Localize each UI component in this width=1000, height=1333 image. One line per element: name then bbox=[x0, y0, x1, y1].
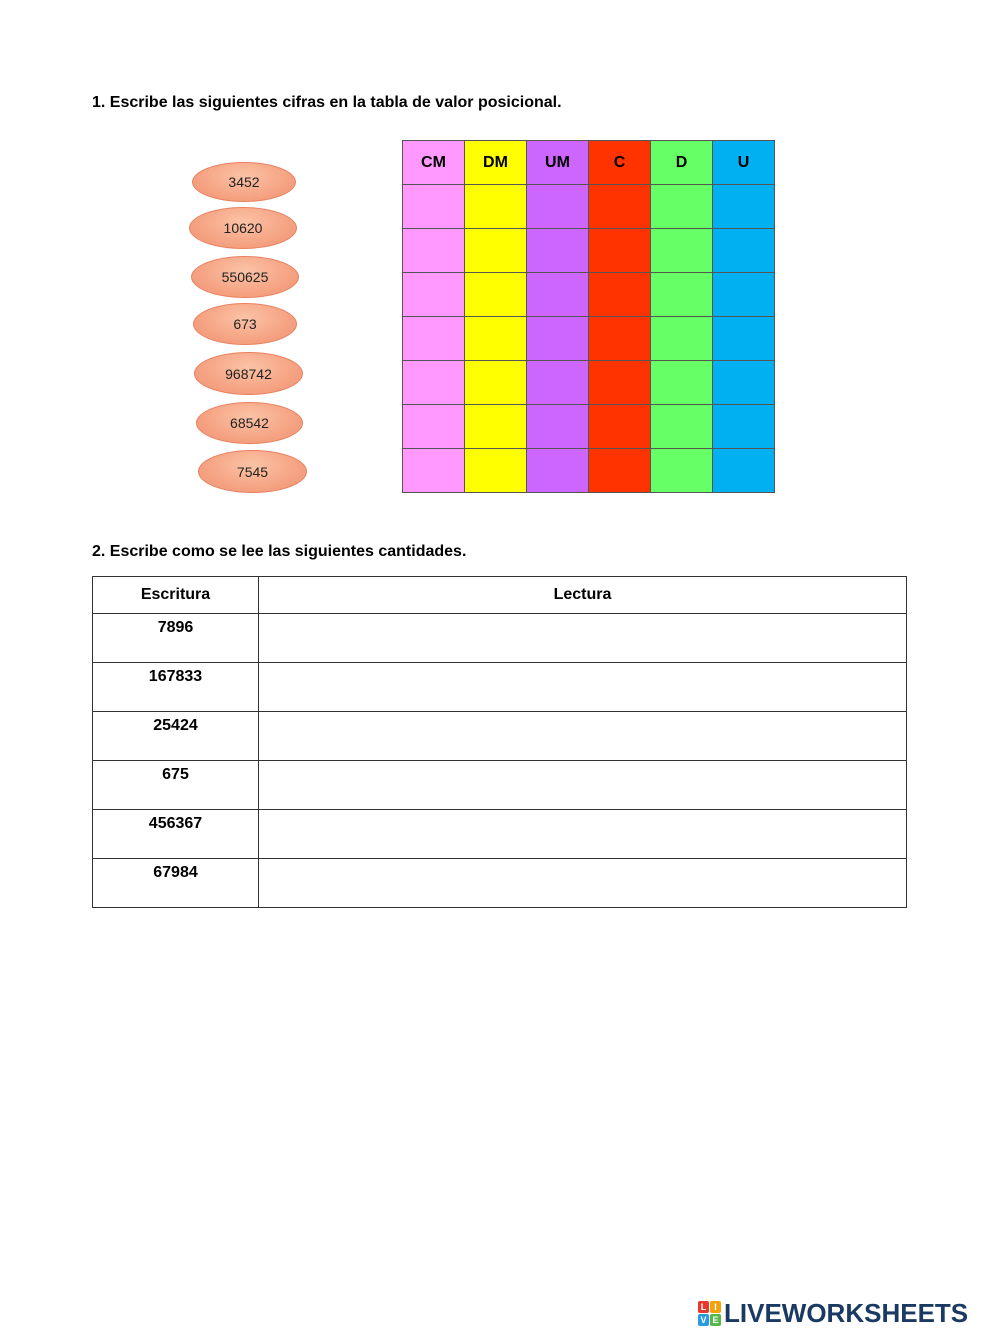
place-value-cell-d[interactable] bbox=[651, 317, 713, 361]
logo-block: V bbox=[698, 1314, 709, 1326]
logo-text: LIVEWORKSHEETS bbox=[724, 1298, 969, 1328]
table-row bbox=[93, 810, 907, 859]
place-value-cell-um[interactable] bbox=[527, 405, 589, 449]
place-value-body bbox=[403, 185, 775, 493]
place-value-cell-u[interactable] bbox=[713, 449, 775, 493]
table-row bbox=[93, 663, 907, 712]
place-value-cell-dm[interactable] bbox=[465, 317, 527, 361]
place-value-cell-um[interactable] bbox=[527, 229, 589, 273]
escritura-cell: 7896 bbox=[93, 614, 259, 663]
place-value-cell-d[interactable] bbox=[651, 273, 713, 317]
header-dm: DM bbox=[465, 141, 527, 185]
escritura-cell: 67984 bbox=[93, 859, 259, 908]
number-oval[interactable]: 968742 bbox=[194, 352, 303, 395]
escritura-cell: 456367 bbox=[93, 810, 259, 859]
logo-block: L bbox=[698, 1301, 709, 1313]
header-lectura: Lectura bbox=[259, 577, 907, 614]
place-value-cell-dm[interactable] bbox=[465, 405, 527, 449]
place-value-cell-c[interactable] bbox=[589, 449, 651, 493]
escritura-cell: 25424 bbox=[93, 712, 259, 761]
logo-block: I bbox=[710, 1301, 721, 1313]
number-oval[interactable]: 7545 bbox=[198, 450, 307, 493]
place-value-cell-d[interactable] bbox=[651, 185, 713, 229]
place-value-cell-c[interactable] bbox=[589, 185, 651, 229]
lectura-answer-cell[interactable] bbox=[259, 761, 907, 810]
place-value-row bbox=[403, 229, 775, 273]
place-value-cell-cm[interactable] bbox=[403, 185, 465, 229]
place-value-table bbox=[402, 140, 775, 493]
place-value-row bbox=[403, 405, 775, 449]
place-value-cell-c[interactable] bbox=[589, 273, 651, 317]
header-cm: CM bbox=[403, 141, 465, 185]
place-value-cell-cm[interactable] bbox=[403, 405, 465, 449]
place-value-cell-u[interactable] bbox=[713, 273, 775, 317]
number-oval[interactable]: 10620 bbox=[189, 207, 297, 249]
header-c: C bbox=[589, 141, 651, 185]
place-value-cell-dm[interactable] bbox=[465, 185, 527, 229]
lectura-answer-cell[interactable] bbox=[259, 859, 907, 908]
table-row bbox=[93, 761, 907, 810]
header-um: UM bbox=[527, 141, 589, 185]
place-value-cell-cm[interactable] bbox=[403, 449, 465, 493]
place-value-cell-u[interactable] bbox=[713, 361, 775, 405]
place-value-cell-d[interactable] bbox=[651, 229, 713, 273]
place-value-cell-um[interactable] bbox=[527, 185, 589, 229]
place-value-cell-um[interactable] bbox=[527, 361, 589, 405]
logo-blocks-icon bbox=[698, 1301, 721, 1326]
place-value-cell-u[interactable] bbox=[713, 405, 775, 449]
place-value-cell-dm[interactable] bbox=[465, 273, 527, 317]
question-2-title: 2. Escribe como se lee las siguientes cantidades. bbox=[92, 543, 467, 560]
reading-header-row bbox=[93, 577, 907, 614]
question-1-title: 1. Escribe las siguientes cifras en la tabla de valor posicional. bbox=[92, 94, 562, 111]
header-escritura: Escritura bbox=[93, 577, 259, 614]
lectura-answer-cell[interactable] bbox=[259, 663, 907, 712]
number-oval[interactable]: 68542 bbox=[196, 402, 303, 444]
place-value-cell-u[interactable] bbox=[713, 185, 775, 229]
table-row bbox=[93, 859, 907, 908]
escritura-cell: 167833 bbox=[93, 663, 259, 712]
place-value-cell-cm[interactable] bbox=[403, 273, 465, 317]
place-value-cell-c[interactable] bbox=[589, 405, 651, 449]
place-value-cell-um[interactable] bbox=[527, 317, 589, 361]
header-u: U bbox=[713, 141, 775, 185]
reading-table bbox=[92, 576, 907, 908]
place-value-cell-dm[interactable] bbox=[465, 361, 527, 405]
table-row bbox=[93, 614, 907, 663]
place-value-row bbox=[403, 361, 775, 405]
place-value-cell-u[interactable] bbox=[713, 229, 775, 273]
lectura-answer-cell[interactable] bbox=[259, 712, 907, 761]
number-oval[interactable]: 3452 bbox=[192, 162, 296, 202]
place-value-cell-d[interactable] bbox=[651, 405, 713, 449]
place-value-cell-dm[interactable] bbox=[465, 229, 527, 273]
number-oval[interactable]: 550625 bbox=[191, 256, 299, 298]
place-value-cell-u[interactable] bbox=[713, 317, 775, 361]
header-d: D bbox=[651, 141, 713, 185]
table-row bbox=[93, 712, 907, 761]
place-value-cell-um[interactable] bbox=[527, 273, 589, 317]
place-value-row bbox=[403, 449, 775, 493]
place-value-header-row bbox=[403, 141, 775, 185]
place-value-cell-d[interactable] bbox=[651, 361, 713, 405]
place-value-cell-um[interactable] bbox=[527, 449, 589, 493]
place-value-cell-c[interactable] bbox=[589, 229, 651, 273]
place-value-cell-d[interactable] bbox=[651, 449, 713, 493]
place-value-cell-cm[interactable] bbox=[403, 229, 465, 273]
logo-block: E bbox=[710, 1314, 721, 1326]
place-value-row bbox=[403, 185, 775, 229]
number-oval[interactable]: 673 bbox=[193, 303, 297, 345]
place-value-cell-c[interactable] bbox=[589, 361, 651, 405]
escritura-cell: 675 bbox=[93, 761, 259, 810]
place-value-cell-cm[interactable] bbox=[403, 317, 465, 361]
place-value-cell-dm[interactable] bbox=[465, 449, 527, 493]
place-value-cell-c[interactable] bbox=[589, 317, 651, 361]
liveworksheets-logo bbox=[698, 1298, 968, 1329]
lectura-answer-cell[interactable] bbox=[259, 614, 907, 663]
place-value-row bbox=[403, 273, 775, 317]
lectura-answer-cell[interactable] bbox=[259, 810, 907, 859]
place-value-cell-cm[interactable] bbox=[403, 361, 465, 405]
place-value-row bbox=[403, 317, 775, 361]
